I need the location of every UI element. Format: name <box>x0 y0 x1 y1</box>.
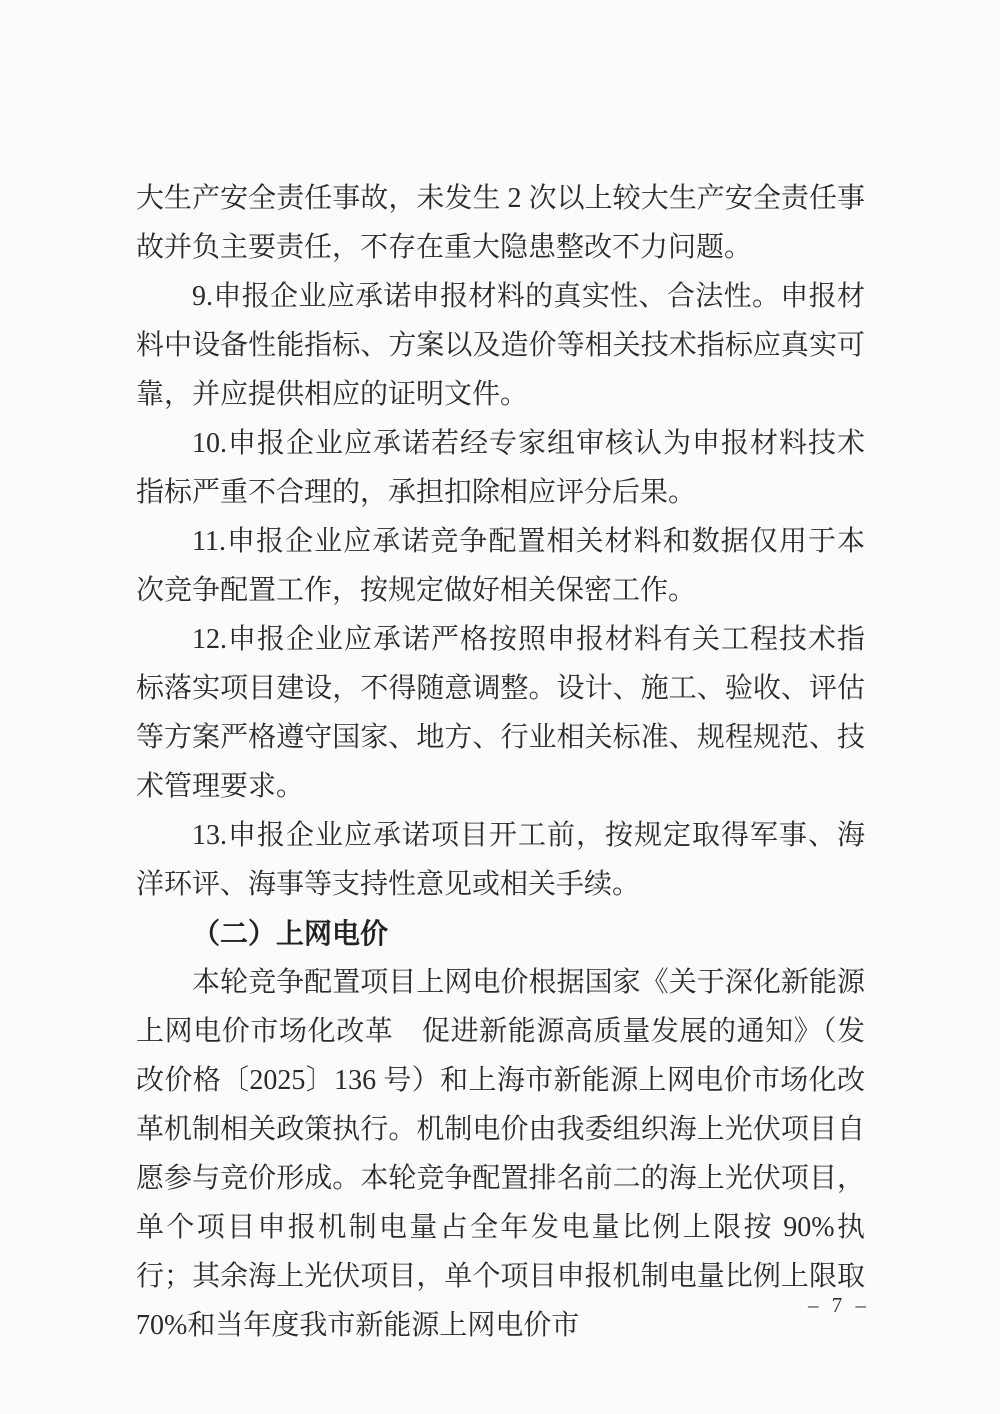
paragraph-item-11-confidentiality: 11.申报企业应承诺竞争配置相关材料和数据仅用于本次竞争配置工作，按规定做好相关保密工作。 <box>136 526 865 606</box>
paragraph-safety-accidents-continuation: 大生产安全责任事故，未发生 2 次以上较大生产安全责任事故并负主要责任，不存在重大隐患整改不力问题。 <box>136 183 865 263</box>
paragraph-item-10-expert-review: 10.申报企业应承诺若经专家组审核认为申报材料技术指标严重不合理的，承担扣除相应评分后果。 <box>136 428 865 508</box>
section-heading-grid-price: （二）上网电价 <box>192 918 389 949</box>
paragraph-item-12-technical-standards: 12.申报企业应承诺严格按照申报材料有关工程技术指标落实项目建设，不得随意调整。设计、施工、验收、评估等方案严格遵守国家、地方、行业相关标准、规程规范、技术管理要求。 <box>136 624 865 802</box>
page-number: – 7 – <box>808 1293 870 1317</box>
paragraph-item-9-authenticity: 9.申报企业应承诺申报材料的真实性、合法性。申报材料中设备性能指标、方案以及造价等相关技术指标应真实可靠，并应提供相应的证明文件。 <box>136 281 865 410</box>
paragraph-grid-price-policy: 本轮竞争配置项目上网电价根据国家《关于深化新能源上网电价市场化改革 促进新能源高质量发展的通知》（发改价格〔2025〕136 号）和上海市新能源上网电价市场化改革机制相关政策执行。机制电价由我委组织海上光伏项目自愿参与竞价形成。本轮竞争配置排名前二的海上光伏项目，单个项目申报机制电量占全年发电量比例上限按 90%执行；其余海上光伏项目，单个项目申报机制电量比例上限取 70%和当年度我市新能源上网电价市 <box>136 967 865 1341</box>
paragraph-item-13-approvals: 13.申报企业应承诺项目开工前，按规定取得军事、海洋环评、海事等支持性意见或相关手续。 <box>136 820 865 900</box>
document-body <box>136 174 865 1350</box>
